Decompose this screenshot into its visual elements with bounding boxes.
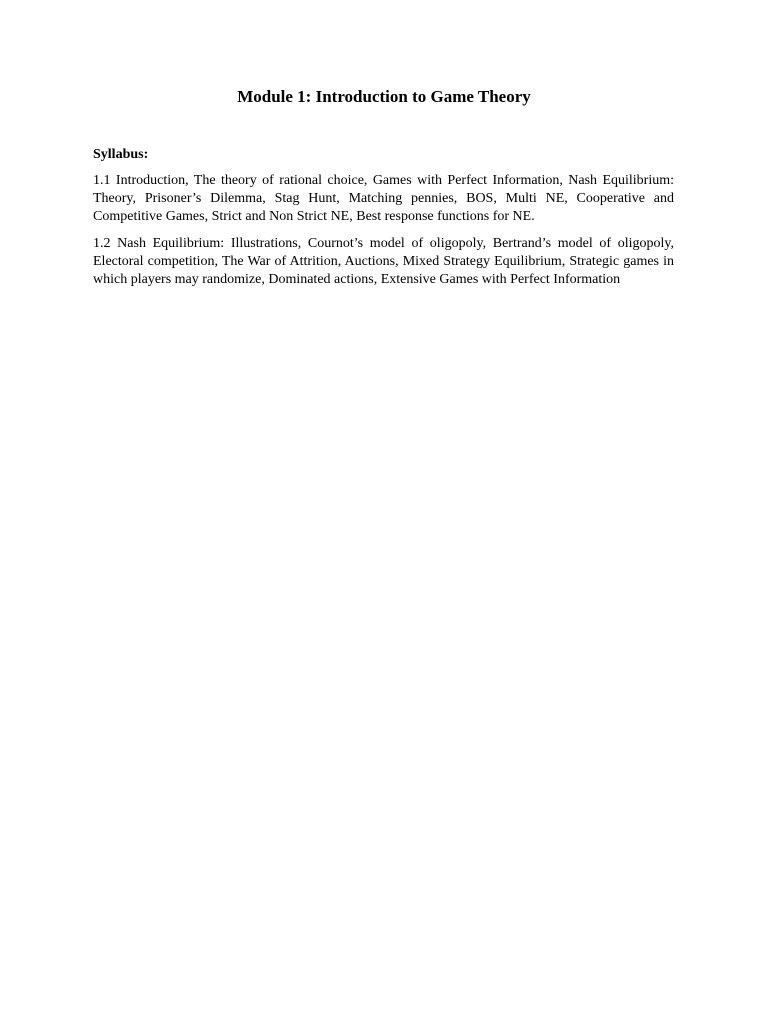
syllabus-paragraph-1-1: 1.1 Introduction, The theory of rational choice, Games with Perfect Information, Nash Equilibrium: Theory, Prisoner’s Dilemma, Stag Hunt, Matching pennies, BOS, Multi NE, Cooperative and Competitive Games, Strict and Non Strict NE, Best response functions for NE. bbox=[93, 173, 674, 225]
syllabus-paragraph-1-2: 1.2 Nash Equilibrium: Illustrations, Cournot’s model of oligopoly, Bertrand’s model of oligopoly, Electoral competition, The War of Attrition, Auctions, Mixed Strategy Equilibrium, Strategic games in which players may randomize, Dominated actions, Extensive Games with Perfect Information bbox=[93, 235, 674, 288]
page-title: Module 1: Introduction to Game Theory bbox=[237, 87, 531, 106]
syllabus-section bbox=[93, 146, 674, 297]
section-label: Syllabus: bbox=[93, 147, 149, 162]
